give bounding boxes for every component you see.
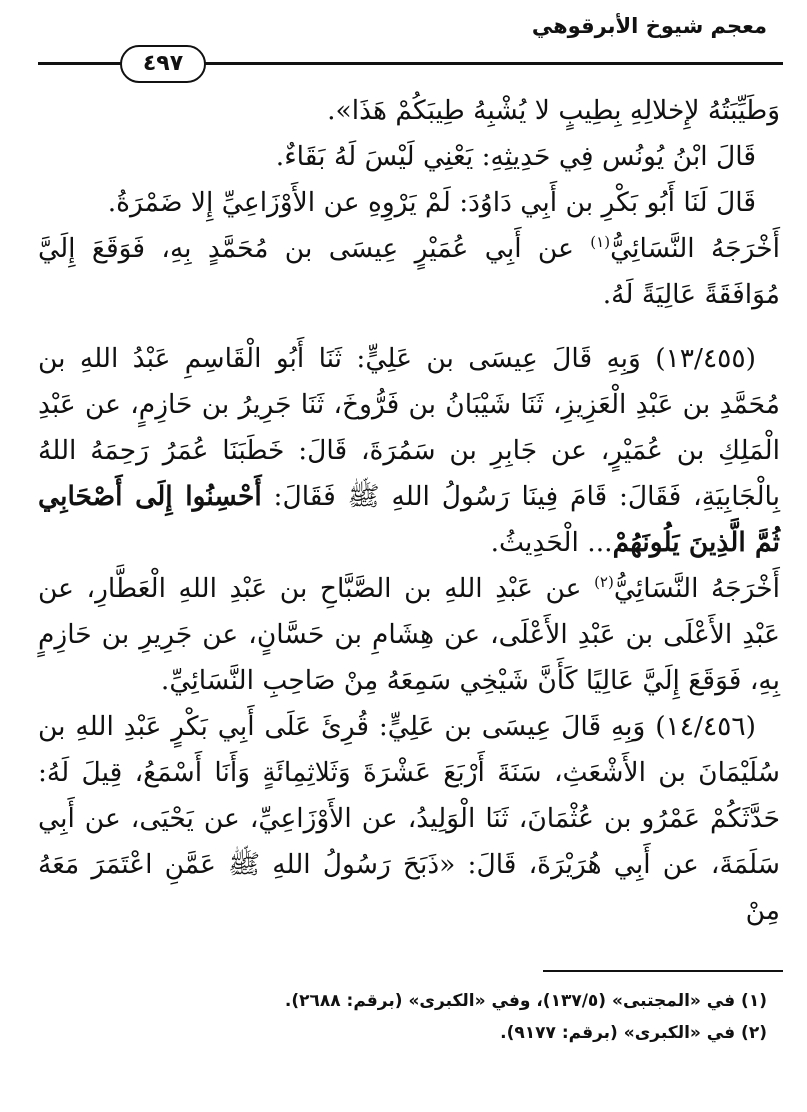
main-text bbox=[38, 88, 780, 934]
paragraph-6-text-b: عن عَبْدِ اللهِ بن الصَّبَّاحِ بن عَبْدِ اللهِ الْعَطَّارِ، عن عَبْدِ الأَعْلَى بن عَبْدِ الأَعْلَى، عن هِشَامِ بن حَسَّانٍ، عن جَرِيرِ بن حَازِمٍ بِهِ، فَوَقَعَ إِلَيَّ عَالِيًا كَأَنَّ شَيْخِي سَمِعَهُ مِنْ صَاحِبِ النَّسَائِيِّ. bbox=[38, 573, 780, 696]
footnote-2: (٢) في «الكبرى» (برقم: ٩١٧٧). bbox=[500, 1023, 767, 1043]
page-number-badge: ٤٩٧ bbox=[120, 45, 206, 83]
footnote-1: (١) في «المجتبى» (١٣٧/٥)، وفي «الكبرى» (برقم: ٢٦٨٨). bbox=[284, 991, 767, 1011]
hadith-456: (١٤/٤٥٦) وَبِهِ قَالَ عِيسَى بن عَلِيٍّ: قُرِئَ عَلَى أَبِي بَكْرٍ عَبْدِ اللهِ بن سُلَيْمَانَ بن الأَشْعَثِ، سَنَةَ أَرْبَعَ عَشْرَةَ وَثَلاثِمِائَةٍ وَأَنَا أَسْمَعُ، قِيلَ لَهُ: حَدَّثَكُمْ عَمْرُو بن عُثْمَانَ، ثَنَا الْوَلِيدُ، عن الأَوْزَاعِيِّ، عن يَحْيَى، عن أَبِي سَلَمَةَ، عن أَبِي هُرَيْرَةَ، قَالَ: «ذَبَحَ رَسُولُ اللهِ ﷺ عَمَّنِ اعْتَمَرَ مَعَهُ مِنْ bbox=[38, 711, 780, 926]
hadith-455 bbox=[38, 336, 780, 566]
paragraph-4 bbox=[38, 226, 780, 318]
footnotes bbox=[25, 985, 767, 1049]
paragraph-3: قَالَ لَنَا أَبُو بَكْرِ بن أَبِي دَاوُدَ: لَمْ يَرْوِهِ عن الأَوْزَاعِيِّ إِلا ضَمْرَةُ. bbox=[107, 187, 756, 218]
footnote-rule bbox=[543, 970, 783, 972]
footnote-mark-1: (١) bbox=[590, 233, 611, 252]
footnote-mark-2: (٢) bbox=[594, 573, 614, 592]
hadith-455-text: (١٣/٤٥٥) وَبِهِ قَالَ عِيسَى بن عَلِيٍّ: ثَنَا أَبُو الْقَاسِمِ عَبْدُ اللهِ بن مُحَمَّدِ بن عَبْدِ الْعَزِيزِ، ثَنَا شَيْبَانُ بن فَرُّوخَ، ثَنَا جَرِيرُ بن حَازِمٍ، عن عَبْدِ الْمَلِكِ بن عُمَيْرٍ، عن جَابِرِ بن سَمُرَةَ، قَالَ: خَطَبَنَا عُمَرُ رَحِمَهُ اللهُ بِالْجَابِيَةِ، فَقَالَ: قَامَ فِينَا رَسُولُ اللهِ ﷺ فَقَالَ: bbox=[38, 343, 780, 512]
hadith-455-matn: أَحْسِنُوا إِلَى أَصْحَابِي ثُمَّ الَّذِينَ يَلُونَهُمْ bbox=[38, 481, 780, 558]
paragraph-2: قَالَ ابْنُ يُونُس فِي حَدِيثِهِ: يَعْنِي لَيْسَ لَهُ بَقَاءٌ. bbox=[275, 141, 756, 172]
paragraph-1: وَطَيِّبَتُهُ لإِخلالِهِ بِطِيبٍ لا يُشْبِهُ طِيبَكُمْ هَذَا». bbox=[327, 95, 780, 126]
hadith-455-tail: ... الْحَدِيثُ. bbox=[490, 527, 613, 558]
paragraph-4-text-b: عن أَبِي عُمَيْرٍ عِيسَى بن مُحَمَّدٍ بِهِ، فَوَقَعَ إِلَيَّ مُوَافَقَةً عَالِيَةً لَهُ. bbox=[38, 233, 780, 310]
paragraph-6-text-a: أَخْرَجَهُ النَّسَائِيُّ bbox=[613, 573, 780, 604]
paragraph-6 bbox=[38, 566, 780, 704]
paragraph-4-text-a: أَخْرَجَهُ النَّسَائِيُّ bbox=[610, 233, 780, 264]
running-title: معجم شيوخ الأبرقوهي bbox=[531, 14, 767, 38]
